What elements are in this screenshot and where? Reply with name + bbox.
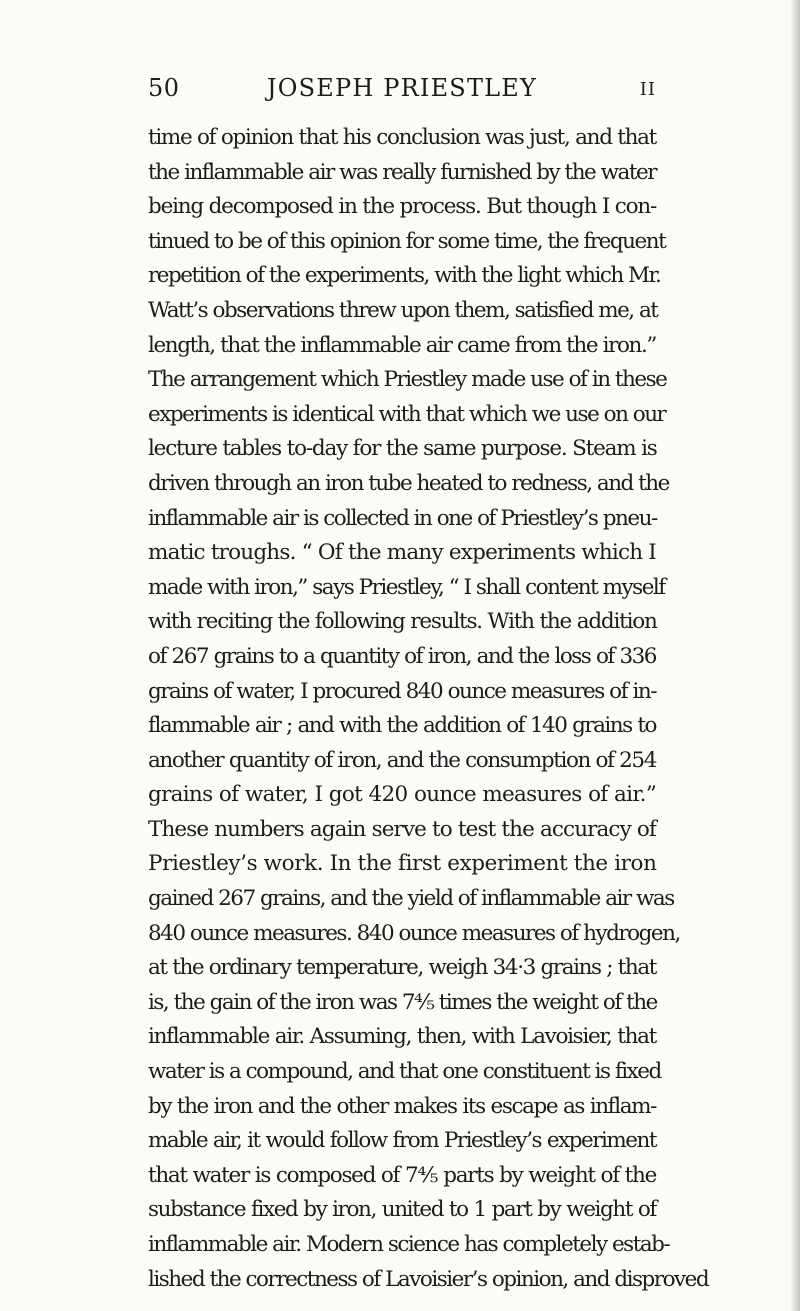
text-line: flammable air ; and with the addition of 140 grains to [148, 713, 656, 739]
text-line: at the ordinary temperature, weigh 34·3 grains ; that [148, 955, 656, 981]
text-line: lecture tables to-day for the same purpose. Steam is [148, 436, 657, 462]
text-line: length, that the inflammable air came from the iron.” [148, 332, 656, 358]
text-line: substance fixed by iron, united to 1 part by weight of [148, 1197, 656, 1223]
page-header [148, 74, 656, 114]
page-edge-shadow [790, 0, 800, 1311]
chapter-numeral: II [639, 79, 656, 100]
text-line: These numbers again serve to test the accuracy of [148, 816, 656, 842]
text-line: made with iron,” says Priestley, “ I shall content myself [148, 574, 665, 600]
page-number: 50 [148, 74, 180, 102]
text-line: matic troughs. “ Of the many experiments which I [148, 540, 656, 566]
text-line: inflammable air. Modern science has completely estab- [148, 1232, 670, 1257]
text-line: repetition of the experiments, with the light which Mr. [148, 263, 661, 289]
text-line: The arrangement which Priestley made use of in these [148, 367, 667, 393]
text-line: is, the gain of the iron was 7⅘ times the weight of the [148, 989, 657, 1015]
text-line: time of opinion that his conclusion was just, and that [148, 125, 656, 150]
text-line: another quantity of iron, and the consumption of 254 [148, 747, 656, 773]
running-head: JOSEPH PRIESTLEY [266, 74, 538, 102]
text-line: lished the correctness of Lavoisier’s opinion, and disproved [148, 1266, 709, 1292]
text-line: being decomposed in the process. But though I con- [148, 194, 657, 220]
text-line: inflammable air. Assuming, then, with Lavoisier, that [148, 1024, 656, 1050]
text-line: driven through an iron tube heated to redness, and the [148, 470, 669, 496]
text-line: Watt’s observations threw upon them, satisfied me, at [148, 297, 658, 323]
text-line: experiments is identical with that which we use on our [148, 401, 666, 427]
text-line: mable air, it would follow from Priestley’s experiment [148, 1128, 656, 1154]
text-line: 840 ounce measures. 840 ounce measures of hydrogen, [148, 920, 680, 946]
text-line: the inflammable air was really furnished by the water [148, 159, 656, 185]
text-line: inflammable air is collected in one of Priestley’s pneu- [148, 505, 657, 531]
text-line: water is a compound, and that one constituent is fixed [148, 1059, 661, 1085]
text-line: with reciting the following results. With the addition [148, 609, 657, 635]
text-line: that water is composed of 7⅘ parts by weight of the [148, 1162, 656, 1188]
text-line: Priestley’s work. In the first experiment the iron [148, 851, 657, 877]
text-line: of 267 grains to a quantity of iron, and the loss of 336 [148, 643, 656, 669]
text-line: by the iron and the other makes its escape as inflam- [148, 1093, 656, 1119]
text-line: grains of water, I procured 840 ounce measures of in- [148, 678, 656, 704]
text-line: tinued to be of this opinion for some time, the frequent [148, 228, 666, 254]
text-line: grains of water, I got 420 ounce measures of air.” [148, 782, 656, 808]
text-line: gained 267 grains, and the yield of inflammable air was [148, 886, 674, 912]
body-text [148, 121, 709, 1297]
